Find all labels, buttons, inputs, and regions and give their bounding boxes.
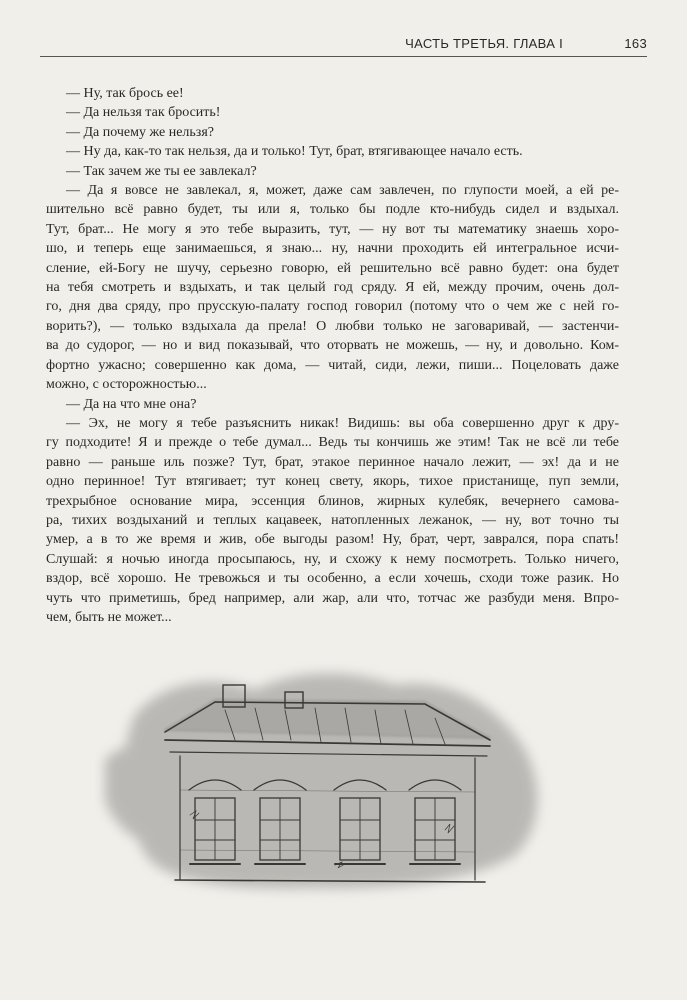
text-line: фортно ужасно; совершенно как дома, — читай, сиди, лежи, пиши... Поцеловать даже (46, 357, 619, 373)
text-line: вздор, всё хорошо. Не тревожься и ты особенно, а если хочешь, сходи тоже разик. Но (46, 571, 619, 587)
running-header (40, 34, 647, 57)
text-line: можно, с осторожностью... (46, 377, 207, 393)
text-line: равно — раньше иль позже? Тут, брат, этакое перинное начало лежит, — эх! да и не (46, 454, 619, 470)
text-line: Тут, брат... Не могу я это тебе выразить, тут, — ну вот ты математику знаешь хоро- (46, 221, 619, 237)
text-line: ра, тихих воздыханий и теплых кацавеек, натопленных лежанок, — ну, вот точно ты (46, 512, 619, 528)
text-line: — Да я вовсе не завлекал, я, может, даже сам завлечен, по глупости моей, а ей ре- (66, 183, 619, 199)
text-line: го, дня два сряду, про прусскую-палату господ говорил (потому что о чем же с ней го- (46, 299, 619, 315)
text-line: — Ну, так брось ее! (66, 86, 184, 101)
text-line: чуть что приметишь, бред например, али жар, али что, тотчас же разбуди меня. Впро- (46, 590, 619, 606)
text-line: одно перинное! Тут втягивает; тут конец свету, якорь, тихое пристанище, пуп земли, (46, 474, 619, 490)
text-line: — Да почему же нельзя? (66, 124, 214, 140)
page-number: 163 (624, 36, 647, 51)
text-line: — Да на что мне она? (66, 396, 197, 412)
body-text (46, 84, 619, 627)
text-line: ворить?), — только вздыхала да прела! О любви только не заговаривай, — застенчи- (46, 318, 619, 334)
text-line: Слушай: я ночью иногда просыпаюсь, ну, и схожу к нему посмотреть. Только ничего, (46, 551, 619, 567)
text-line: трехрыбное основание мира, эссенция блинов, жирных кулебяк, вечернего самова- (46, 493, 619, 509)
text-line: чем, быть не может... (46, 609, 172, 625)
text-line: гу подходите! Я и прежде о тебе думал... Ведь ты кончишь же этим! Так не всё ли тебе (46, 435, 619, 451)
text-line: — Ну да, как-то так нельзя, да и только! Тут, брат, втягивающее начало есть. (66, 144, 523, 160)
text-line: сление, ей-Богу не шучу, серьезно говорю, ей решительно всё равно будет: она будет (46, 260, 619, 276)
text-line: — Так зачем же ты ее завлекал? (66, 163, 257, 179)
text-line: — Эх, не могу я тебе разъяснить никак! Видишь: вы оба совершенно друг к дру- (66, 415, 619, 431)
text-line: ва до судорог, — но и вид показывай, что оторвать не можешь, — ну, и довольно. Ком- (46, 338, 619, 354)
chapter-title: ЧАСТЬ ТРЕТЬЯ. ГЛАВА I (405, 36, 563, 51)
text-line: шительно всё равно будет, ты или я, только бы подле кто-нибудь сидел и вздыхал. (46, 202, 619, 218)
text-line: — Да нельзя так бросить! (66, 105, 221, 121)
house-illustration (95, 640, 555, 910)
text-line: шо, и теперь еще занимаешься, я знаю... ну, начни проходить ей интегральное исчи- (46, 241, 619, 257)
text-line: умер, а в то же время и жив, обе выгоды разом! Ну, брат, черт, заврался, пора спать! (46, 532, 619, 548)
text-line: на тебя смотреть и вздыхать, и так целый год сряду. Я ей, между прочим, очень дол- (46, 280, 619, 296)
